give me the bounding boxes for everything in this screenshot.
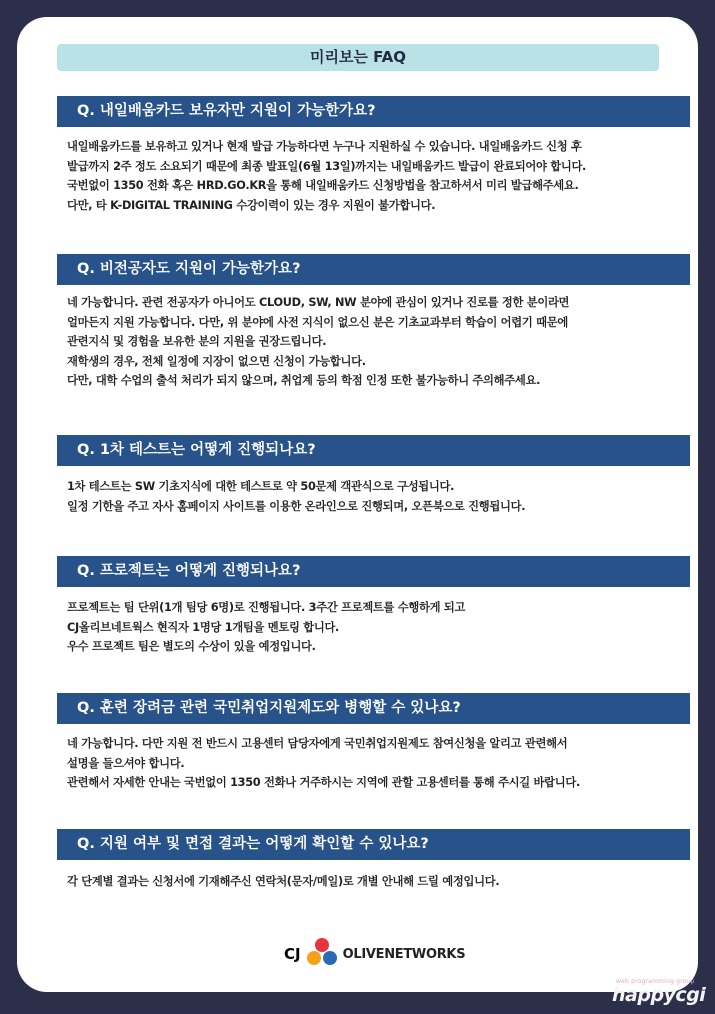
faq-answer-5 [67,734,687,793]
faq-answer-1 [67,137,687,215]
faq-answer-2 [67,293,687,391]
faq-card [17,17,698,992]
answer-line: 네 가능합니다. 관련 전공자가 아니어도 CLOUD, SW, NW 분야에 관심이 있거나 진로를 정한 분이라면 [67,296,570,309]
faq-question-6[interactable]: Q. 지원 여부 및 면접 결과는 어떻게 확인할 수 있나요? [57,829,690,860]
answer-line: 관련해서 자세한 안내는 국번없이 1350 전화나 거주하시는 지역에 관할 고용센터를 통해 주시길 바랍니다. [67,776,580,789]
faq-answer-6 [67,872,687,892]
faq-question-4[interactable]: Q. 프로젝트는 어떻게 진행되나요? [57,556,690,587]
answer-line: 국번없이 1350 전화 혹은 HRD.GO.KR을 통해 내일배움카드 신청방법을 참고하셔서 미리 발급해주세요. [67,179,579,192]
watermark-subtitle: web programming group [616,978,695,985]
answer-line: 다만, 타 K-DIGITAL TRAINING 수강이력이 있는 경우 지원이 불가합니다. [67,198,436,212]
answer-line: 일정 기한을 주고 자사 홈페이지 사이트를 이용한 온라인으로 진행되며, 오픈북으로 진행됩니다. [67,499,526,513]
faq-question-3[interactable]: Q. 1차 테스트는 어떻게 진행되나요? [57,435,690,466]
answer-line: 1차 테스트는 SW 기초지식에 대한 테스트로 약 50문제 객관식으로 구성됩니다. [67,480,455,493]
answer-line: 설명을 들으셔야 합니다. [67,756,185,770]
faq-question-2[interactable]: Q. 비전공자도 지원이 가능한가요? [57,254,690,285]
answer-line: 발급까지 2주 정도 소요되기 때문에 최종 발표일(6월 13일)까지는 내일배움카드 발급이 완료되어야 합니다. [67,159,587,173]
logo-olivenetworks-text: OLIVENETWORKS [342,946,466,962]
faq-question-5[interactable]: Q. 훈련 장려금 관련 국민취업지원제도와 병행할 수 있나요? [57,693,690,724]
cj-flower-icon [305,936,339,972]
answer-line: 내일배움카드를 보유하고 있거나 현재 발급 가능하다면 누구나 지원하실 수 있습니다. 내일배움카드 신청 후 [67,140,582,153]
answer-line: 프로젝트는 팀 단위(1개 팀당 6명)로 진행됩니다. 3주간 프로젝트를 수행하게 되고 [67,601,466,614]
faq-answer-4 [67,598,687,657]
faq-answer-3 [67,477,687,516]
logo-cj-text: CJ [284,945,301,963]
answer-line: 각 단계별 결과는 신청서에 기재해주신 연락처(문자/메일)로 개별 안내해 드릴 예정입니다. [67,875,500,888]
answer-line: 재학생의 경우, 전체 일정에 지장이 없으면 신청이 가능합니다. [67,354,366,368]
watermark-brand: happycgi [612,984,706,1006]
answer-line: 얼마든지 지원 가능합니다. 다만, 위 분야에 사전 지식이 없으신 분은 기초교과부터 학습이 어렵기 때문에 [67,315,568,329]
answer-line: 네 가능합니다. 다만 지원 전 반드시 고용센터 담당자에게 국민취업지원제도 참여신청을 알리고 관련해서 [67,737,568,750]
answer-line: 다만, 대학 수업의 출석 처리가 되지 않으며, 취업계 등의 학점 인정 또한 불가능하니 주의해주세요. [67,374,541,387]
answer-line: 우수 프로젝트 팀은 별도의 수상이 있을 예정입니다. [67,640,316,653]
watermark [612,978,712,1005]
cj-olivenetworks-logo [284,934,465,974]
page-title: 미리보는 FAQ [57,44,659,71]
faq-question-1[interactable]: Q. 내일배움카드 보유자만 지원이 가능한가요? [57,96,690,127]
answer-line: 관련지식 및 경험을 보유한 분의 지원을 권장드립니다. [67,335,327,348]
answer-line: CJ올리브네트웍스 현직자 1명당 1개팀을 멘토링 합니다. [67,620,340,634]
